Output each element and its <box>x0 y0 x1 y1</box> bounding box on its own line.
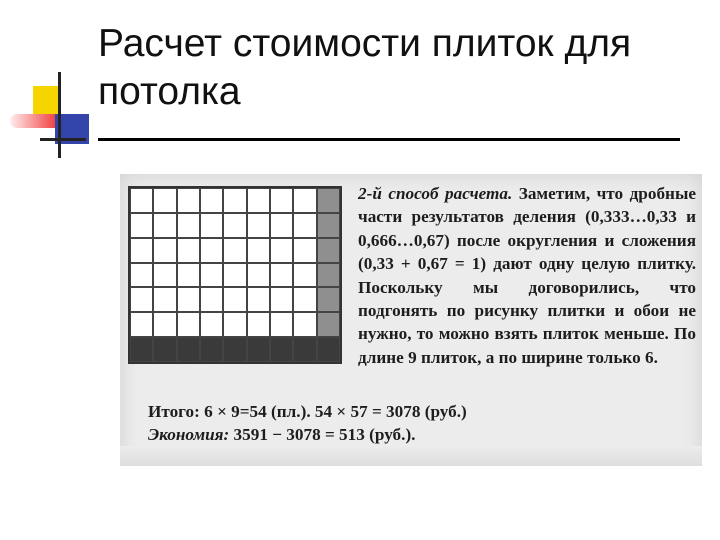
tile-cell <box>270 312 293 337</box>
tile-cell <box>177 287 200 312</box>
tile-cell <box>247 287 270 312</box>
slide-bullet-decoration <box>0 0 100 170</box>
tile-cell <box>270 263 293 288</box>
tile-cell <box>130 337 153 362</box>
tile-cell <box>247 188 270 213</box>
tile-cell <box>223 337 246 362</box>
tile-cell <box>200 213 223 238</box>
tile-cell <box>317 263 340 288</box>
scanned-page <box>120 174 702 466</box>
tile-cell <box>200 287 223 312</box>
total-line <box>148 400 688 423</box>
totals-block <box>148 400 688 446</box>
tile-cell <box>153 287 176 312</box>
tile-cell <box>130 312 153 337</box>
savings-value: 3591 − 3078 = 513 (руб.). <box>229 425 416 444</box>
tile-cell <box>293 213 316 238</box>
method-body: Заметим, что дробные части результатов деления (0,333…0,33 и 0,666…0,67) после округления и сложения (0,33 + 0,67 = 1) дают одну целую плитку. Поскольку мы договорились, что подгонять по рисунку плитки и обои не нужно, то можно взять плиток меньше. По длине 9 плиток, а по ширине только 6. <box>358 184 696 367</box>
tile-cell <box>153 312 176 337</box>
tile-cell <box>247 213 270 238</box>
tile-cell <box>200 312 223 337</box>
tile-grid-figure <box>128 186 342 364</box>
tile-cell <box>177 312 200 337</box>
tile-cell <box>177 337 200 362</box>
method-lead: 2-й способ расчета. <box>358 184 513 203</box>
tile-cell <box>200 238 223 263</box>
decor-horizontal-line <box>40 138 86 141</box>
tile-cell <box>153 238 176 263</box>
tile-cell <box>317 238 340 263</box>
tile-cell <box>293 337 316 362</box>
tile-cell <box>317 287 340 312</box>
tile-cell <box>130 188 153 213</box>
tile-cell <box>270 238 293 263</box>
savings-label: Экономия: <box>148 425 230 444</box>
total-label: Итого: <box>148 402 200 421</box>
tile-cell <box>130 263 153 288</box>
tile-cell <box>247 238 270 263</box>
total-value: 6 × 9=54 (пл.). 54 × 57 = 3078 (руб.) <box>199 402 467 421</box>
tile-cell <box>317 188 340 213</box>
tile-cell <box>153 337 176 362</box>
tile-cell <box>247 263 270 288</box>
method-text <box>358 182 696 369</box>
tile-cell <box>200 263 223 288</box>
tile-cell <box>177 213 200 238</box>
tile-cell <box>223 188 246 213</box>
tile-cell <box>223 213 246 238</box>
tile-cell <box>293 188 316 213</box>
tile-cell <box>223 263 246 288</box>
tile-cell <box>270 337 293 362</box>
tile-cell <box>130 213 153 238</box>
tile-cell <box>270 213 293 238</box>
tile-cell <box>153 213 176 238</box>
slide-title: Расчет стоимости плиток для потолка <box>98 22 632 113</box>
tile-cell <box>223 287 246 312</box>
tile-cell <box>200 188 223 213</box>
tile-cell <box>177 238 200 263</box>
decor-yellow-square <box>33 86 61 114</box>
decor-vertical-line <box>58 72 61 158</box>
tile-cell <box>177 188 200 213</box>
savings-line <box>148 423 688 446</box>
tile-cell <box>223 238 246 263</box>
tile-cell <box>153 188 176 213</box>
tile-cell <box>293 238 316 263</box>
tile-cell <box>317 312 340 337</box>
tile-cell <box>293 287 316 312</box>
tile-cell <box>247 312 270 337</box>
tile-cell <box>270 188 293 213</box>
tile-cell <box>317 337 340 362</box>
scan-bottom-edge <box>120 446 702 466</box>
tile-cell <box>317 213 340 238</box>
tile-cell <box>223 312 246 337</box>
tile-cell <box>293 263 316 288</box>
tile-cell <box>293 312 316 337</box>
tile-cell <box>153 263 176 288</box>
tile-cell <box>270 287 293 312</box>
tile-cell <box>200 337 223 362</box>
title-underline <box>98 138 680 141</box>
tile-cell <box>177 263 200 288</box>
tile-cell <box>130 287 153 312</box>
tile-cell <box>130 238 153 263</box>
tile-cell <box>247 337 270 362</box>
